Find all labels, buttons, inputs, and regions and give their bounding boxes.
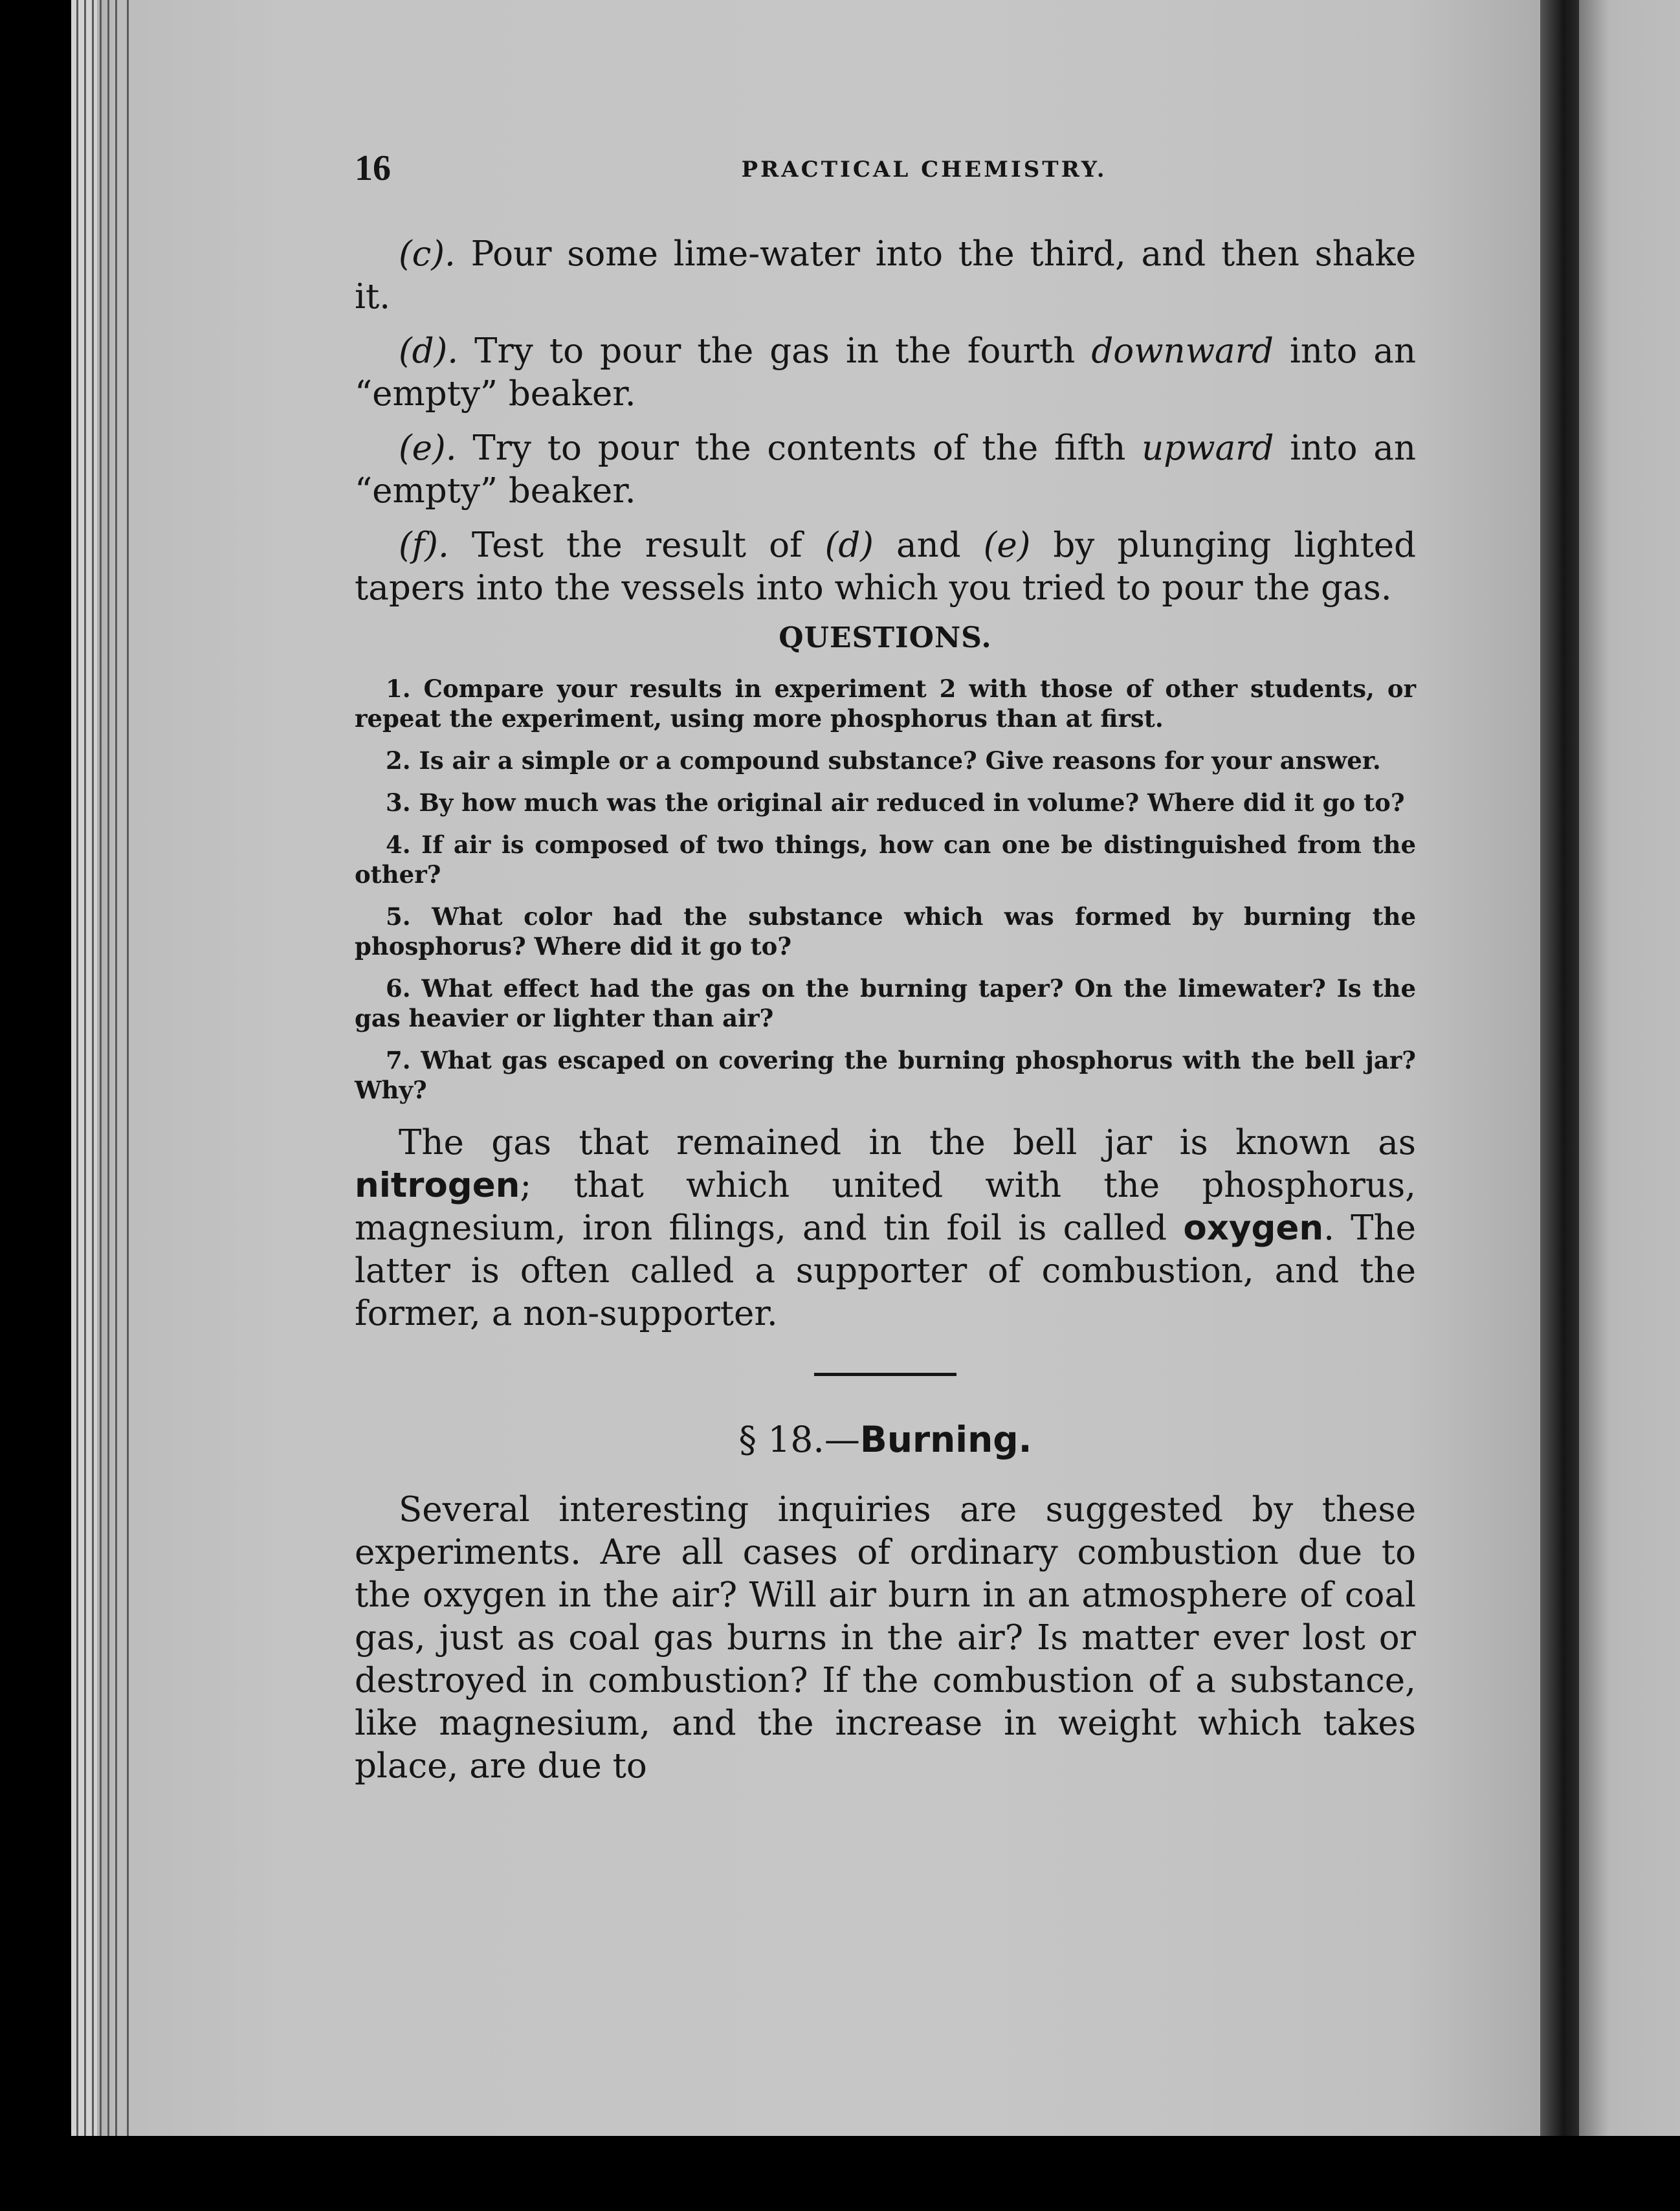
- page-edge-line: [100, 0, 102, 2211]
- step-text: by plunging lighted tapers into the vessels into which you tried to pour the gas.: [355, 526, 1416, 608]
- question-item: 7. What gas escaped on covering the burning phosphorus with the bell jar? Why?: [355, 1046, 1416, 1104]
- question-item: 4. If air is composed of two things, how can one be distinguished from the other?: [355, 830, 1416, 889]
- running-head: PRACTICAL CHEMISTRY.: [741, 157, 1107, 183]
- step-text: Pour some lime-water into the third, and then shake it.: [355, 234, 1416, 317]
- page-number: 16: [355, 148, 391, 188]
- keyword-oxygen: oxygen: [1183, 1208, 1324, 1248]
- step-f: [355, 524, 1416, 610]
- procedure-steps: [355, 233, 1416, 610]
- step-text: and: [873, 526, 984, 565]
- step-d: [355, 330, 1416, 416]
- facing-page-edge: [1579, 0, 1680, 2211]
- page-edge-line: [92, 0, 94, 2211]
- page-edge-line: [76, 0, 78, 2211]
- keyword-nitrogen: nitrogen: [355, 1166, 520, 1205]
- step-label: (c).: [399, 234, 456, 274]
- question-item: 2. Is air a simple or a compound substance? Give reasons for your answer.: [386, 746, 1381, 775]
- question-item: 6. What effect had the gas on the burning taper? On the limewater? Is the gas heavier or lighter than air?: [355, 974, 1416, 1032]
- section-number: § 18.—: [738, 1419, 860, 1460]
- question-item: 3. By how much was the original air reduced in volume? Where did it go to?: [386, 788, 1405, 817]
- question-item: 5. What color had the substance which was formed by burning the phosphorus? Where did it go to?: [355, 902, 1416, 961]
- conclusion-text: The gas that remained in the bell jar is known as: [399, 1123, 1416, 1162]
- section-paragraph: Several interesting inquiries are suggested by these experiments. Are all cases of ordinary combustion due to the oxygen in the air? Will air burn in an atmosphere of coal gas, just as coal gas burns in the air? Is matter ever lost or destroyed in combustion? If the combustion of a substance, like magnesium, and the increase in weight which takes place, are due to: [355, 1490, 1416, 1786]
- questions-list: [355, 674, 1416, 1105]
- page-edge-line: [115, 0, 117, 2211]
- conclusion-text: . The latter is often called a supporter of combustion, and the former, a non-supporter.: [355, 1208, 1417, 1333]
- page-edge-line: [107, 0, 109, 2211]
- section-body: [355, 1489, 1416, 1788]
- step-text: into an “empty” beaker.: [355, 331, 1416, 414]
- conclusion-text: ; that which united with the phosphorus, magnesium, iron filings, and tin foil is called: [355, 1166, 1416, 1248]
- step-emphasis: downward: [1091, 331, 1274, 371]
- section-divider: [814, 1373, 956, 1376]
- section-title: Burning.: [859, 1419, 1032, 1460]
- conclusion-block: [355, 1122, 1416, 1335]
- main-content: [355, 233, 1416, 1799]
- step-label: (d).: [399, 331, 459, 371]
- step-reference: (e): [983, 526, 1031, 565]
- step-e: [355, 427, 1416, 513]
- step-text: into an “empty” beaker.: [355, 428, 1417, 511]
- page-edge-line: [84, 0, 86, 2211]
- conclusion-paragraph: [355, 1122, 1416, 1335]
- step-reference: (d): [824, 526, 874, 565]
- binding-gutter-shadow: [1540, 0, 1579, 2211]
- bottom-margin-dark: [0, 2136, 1680, 2211]
- question-item: 1. Compare your results in experiment 2 with those of other students, or repeat the experiment, using more phosphorus than at first.: [355, 674, 1416, 733]
- section-heading: [355, 1419, 1416, 1460]
- step-text: Try to pour the gas in the fourth: [458, 331, 1092, 371]
- page-header: [355, 148, 1416, 199]
- step-c: [355, 233, 1416, 318]
- step-label: (e).: [399, 428, 457, 468]
- page-edge-line: [127, 0, 129, 2211]
- step-text: Try to pour the contents of the fifth: [456, 428, 1142, 468]
- step-emphasis: upward: [1142, 428, 1274, 468]
- step-label: (f).: [399, 526, 449, 565]
- questions-heading: QUESTIONS.: [779, 621, 992, 654]
- step-text: Test the result of: [448, 526, 825, 565]
